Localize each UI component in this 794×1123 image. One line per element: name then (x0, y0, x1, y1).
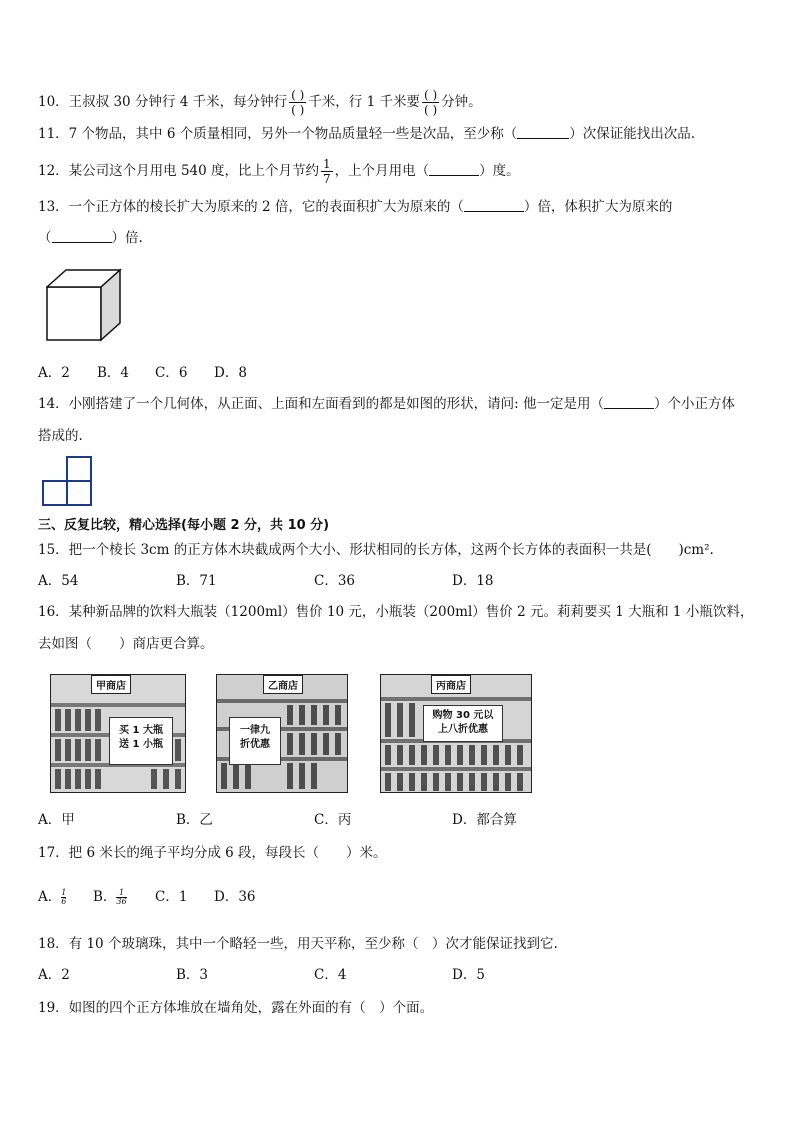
question-15: 15．把一个棱长 3cm 的正方体木块截成两个大小、形状相同的长方体，这两个长方体的表面积一共是( )cm². (38, 542, 714, 558)
q16-option-d[interactable]: D．都合算 (452, 812, 517, 828)
store-photo-jia (50, 674, 186, 793)
q13-answer-blank-2[interactable] (52, 230, 112, 243)
q18-option-a[interactable]: A．2 (38, 967, 70, 983)
q17-option-b-fraction: $\frac{1}{36}$ (116, 888, 127, 906)
store-jia-sign (109, 717, 173, 765)
question-12 (38, 157, 520, 186)
q10-text-mid: 千米，行 1 千米要 (308, 94, 420, 110)
q18-option-b[interactable]: B．3 (176, 967, 209, 983)
question-18: 18．有 10 个玻璃珠，其中一个略轻一些，用天平称，至少称（ ）次才能保证找到它. (38, 936, 558, 952)
q10-text-pre: 10．王叔叔 30 分钟行 4 千米，每分钟行 (38, 94, 288, 110)
q17-option-a-label: A． (38, 889, 62, 905)
store-yi-sign-line-1: 一律九 (240, 725, 270, 736)
store-jia-sign-line-1: 买 1 大瓶 (119, 725, 163, 736)
q16-option-b[interactable]: B．乙 (176, 812, 213, 828)
question-16-line-1: 16．某种新品牌的饮料大瓶装（1200ml）售价 10 元，小瓶装（200ml）售价 2 元。莉莉要买 1 大瓶和 1 小瓶饮料， (38, 604, 754, 620)
q13-option-d[interactable]: D．8 (214, 365, 247, 381)
question-16-line-2: 去如图（ ）商店更合算。 (38, 636, 214, 652)
store-bing-name: 丙商店 (431, 675, 471, 694)
store-jia-sign-line-2: 送 1 小瓶 (119, 739, 163, 750)
q14-answer-blank[interactable] (604, 396, 654, 409)
q13-option-b[interactable]: B．4 (97, 365, 130, 381)
q13-line2-pre: （ (38, 230, 52, 246)
q13-line2-post: ）倍. (111, 230, 143, 246)
q11-text-post: ）次保证能找出次品. (569, 126, 696, 142)
q17-option-a[interactable] (38, 887, 66, 907)
q17-option-a-fraction: $\frac{1}{6}$ (61, 888, 67, 906)
question-13-line-1 (38, 197, 672, 217)
q10-text-post: 分钟。 (441, 94, 482, 110)
view-shape-figure (42, 456, 98, 506)
store-bing-sign-line-2: 上八折优惠 (438, 724, 488, 735)
q18-option-d[interactable]: D．5 (452, 967, 485, 983)
store-yi-sign (229, 717, 281, 765)
q15-option-b[interactable]: B．71 (176, 573, 217, 589)
q12-text-post: ）度。 (479, 163, 520, 179)
q13-option-c[interactable]: C．6 (155, 365, 188, 381)
q15-option-d[interactable]: D．18 (452, 573, 494, 589)
q12-text-pre: 12．某公司这个月用电 540 度，比上个月节约 (38, 163, 320, 179)
q16-option-a[interactable]: A．甲 (38, 812, 75, 828)
question-17: 17．把 6 米长的绳子平均分成 6 段，每段长（ ）米。 (38, 845, 387, 861)
question-14-line-2: 搭成的. (38, 428, 83, 444)
question-13-line-2 (38, 228, 143, 248)
question-14-line-1 (38, 394, 735, 414)
store-photo-bing (380, 674, 532, 793)
section-3-heading: 三、反复比较，精心选择(每小题 2 分，共 10 分) (38, 518, 330, 533)
q18-option-c[interactable]: C．4 (314, 967, 347, 983)
cube-figure (46, 268, 122, 342)
question-10 (38, 88, 482, 117)
q17-option-c[interactable]: C．1 (155, 889, 188, 905)
q13-text-pre: 13．一个正方体的棱长扩大为原来的 2 倍，它的表面积扩大为原来的（ (38, 199, 464, 215)
q17-option-b[interactable] (93, 887, 127, 907)
store-jia-name: 甲商店 (91, 675, 131, 694)
q13-answer-blank-1[interactable] (464, 199, 524, 212)
q14-text-pre: 14．小刚搭建了一个几何体，从正面、上面和左面看到的都是如图的形状，请问: 他一定是用（ (38, 396, 605, 412)
q12-fraction: $\frac{1}{7}$ (323, 157, 331, 186)
q10-fraction-2: $\frac{( )}{( )}$ (423, 88, 438, 117)
question-11 (38, 124, 695, 144)
q10-fraction-1: $\frac{( )}{( )}$ (291, 88, 305, 117)
q16-option-c[interactable]: C．丙 (314, 812, 352, 828)
q13-text-post: ）倍，体积扩大为原来的 (523, 199, 673, 215)
question-19: 19．如图的四个正方体堆放在墙角处，露在外面的有（ ）个面。 (38, 1000, 434, 1016)
store-photo-yi (216, 674, 348, 793)
q17-option-b-label: B． (93, 889, 117, 905)
store-bing-sign (423, 705, 503, 742)
q12-text-mid: ，上个月用电（ (334, 163, 430, 179)
store-bing-sign-line-1: 购物 30 元以 (432, 710, 494, 721)
q12-answer-blank[interactable] (429, 163, 479, 176)
store-yi-name: 乙商店 (263, 675, 303, 694)
q15-option-a[interactable]: A．54 (38, 573, 79, 589)
q11-text-pre: 11．7 个物品，其中 6 个质量相同，另外一个物品质量轻一些是次品，至少称（ (38, 126, 518, 142)
q14-text-post: ）个小正方体 (654, 396, 736, 412)
q17-option-d[interactable]: D．36 (214, 889, 256, 905)
q11-answer-blank[interactable] (517, 126, 569, 139)
store-yi-sign-line-2: 折优惠 (240, 739, 270, 750)
q13-option-a[interactable]: A．2 (38, 365, 70, 381)
q15-option-c[interactable]: C．36 (314, 573, 356, 589)
